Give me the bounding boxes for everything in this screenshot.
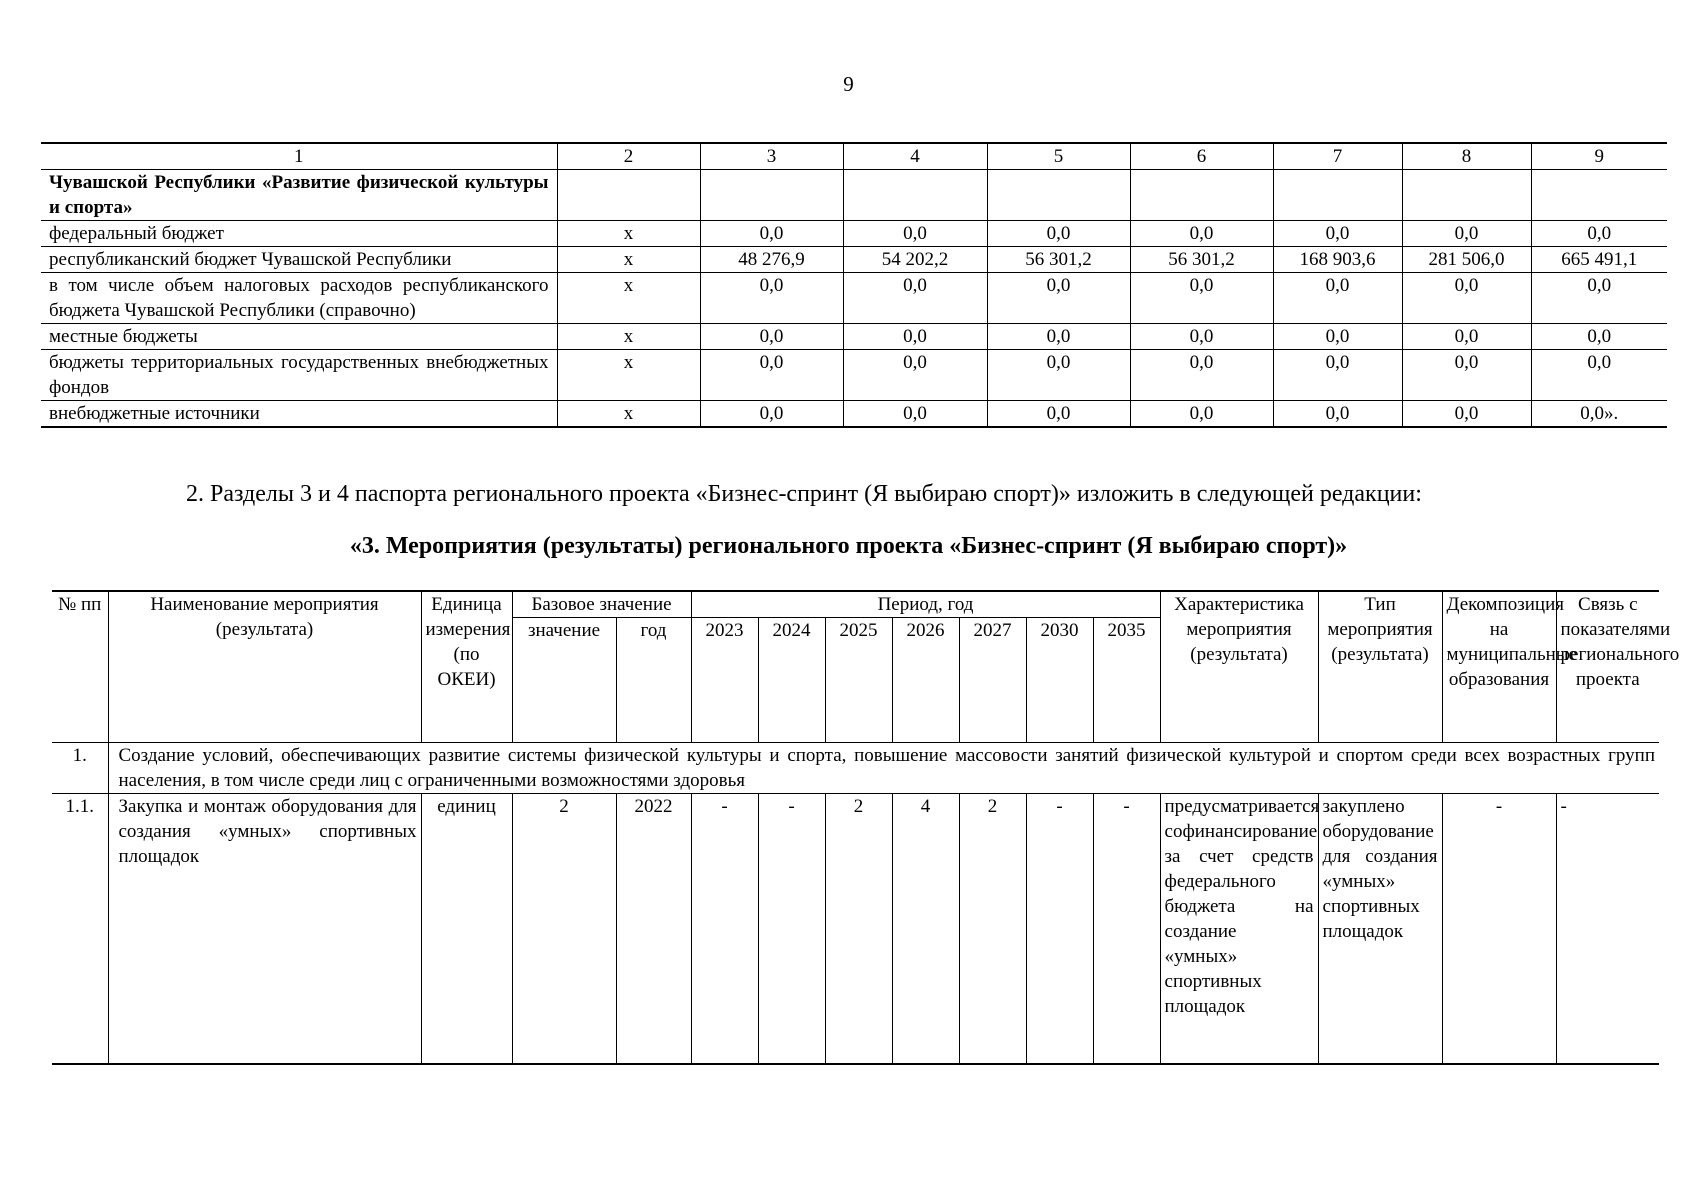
cell bbox=[843, 170, 987, 221]
cell: 0,0 bbox=[700, 350, 843, 401]
cell bbox=[987, 170, 1130, 221]
table-row bbox=[41, 324, 1667, 350]
header-row bbox=[52, 591, 1659, 618]
header-year: 2023 bbox=[691, 618, 758, 743]
events-table bbox=[52, 590, 1680, 1065]
header-link: Связь с показателями регионального проекта bbox=[1556, 591, 1659, 743]
budget-table bbox=[41, 142, 1667, 428]
row-year-value: - bbox=[691, 794, 758, 1064]
table-row bbox=[41, 273, 1667, 324]
header-year: 2025 bbox=[825, 618, 892, 743]
cell: 0,0 bbox=[1402, 273, 1531, 324]
row-label: федеральный бюджет bbox=[41, 221, 557, 247]
column-number: 3 bbox=[700, 143, 843, 170]
header-year: 2035 bbox=[1093, 618, 1160, 743]
row-link: - bbox=[1556, 794, 1659, 1064]
page-number: 9 bbox=[843, 72, 854, 96]
column-number: 5 bbox=[987, 143, 1130, 170]
table-row bbox=[41, 350, 1667, 401]
header-base-value: значение bbox=[512, 618, 616, 743]
table-row bbox=[41, 247, 1667, 273]
cell: 0,0 bbox=[1273, 221, 1402, 247]
cell: 0,0 bbox=[700, 273, 843, 324]
cell: 0,0 bbox=[1130, 324, 1273, 350]
table-row bbox=[41, 221, 1667, 247]
header-base: Базовое значение bbox=[512, 591, 691, 618]
header-name: Наименование мероприятия (результата) bbox=[108, 591, 421, 743]
cell bbox=[1531, 170, 1667, 221]
cell: 0,0». bbox=[1531, 401, 1667, 428]
column-number: 9 bbox=[1531, 143, 1667, 170]
column-number: 7 bbox=[1273, 143, 1402, 170]
cell: 168 903,6 bbox=[1273, 247, 1402, 273]
cell: 0,0 bbox=[843, 324, 987, 350]
row-year-value: 4 bbox=[892, 794, 959, 1064]
row-label: республиканский бюджет Чувашской Республики bbox=[41, 247, 557, 273]
header-decomposition: Декомпозиция на муниципальные образования bbox=[1442, 591, 1556, 743]
row-decomposition: - bbox=[1442, 794, 1556, 1064]
row-type: закуплено оборудование для создания «умных» спортивных площадок bbox=[1318, 794, 1442, 1064]
cell: 48 276,9 bbox=[700, 247, 843, 273]
column-number: 8 bbox=[1402, 143, 1531, 170]
task-num: 1. bbox=[52, 743, 108, 794]
row-year-value: 2 bbox=[959, 794, 1026, 1064]
cell: 0,0 bbox=[1130, 221, 1273, 247]
header-type: Тип мероприятия (результата) bbox=[1318, 591, 1442, 743]
table-row bbox=[52, 794, 1659, 1064]
cell: 0,0 bbox=[700, 221, 843, 247]
cell: 0,0 bbox=[1273, 401, 1402, 428]
table-row bbox=[41, 170, 1667, 221]
section-heading: «3. Мероприятия (результаты) регионального проекта «Бизнес-спринт (Я выбираю спорт)» bbox=[349, 533, 1348, 559]
cell: 0,0 bbox=[1130, 350, 1273, 401]
row-label: бюджеты территориальных государственных внебюджетных фондов bbox=[41, 350, 557, 401]
cell: 56 301,2 bbox=[1130, 247, 1273, 273]
cell: 0,0 bbox=[843, 221, 987, 247]
row-year-value: - bbox=[1093, 794, 1160, 1064]
cell bbox=[700, 170, 843, 221]
header-year: 2026 bbox=[892, 618, 959, 743]
column-number: 2 bbox=[557, 143, 700, 170]
cell: 0,0 bbox=[1273, 324, 1402, 350]
header-base-year: год bbox=[616, 618, 691, 743]
cell: 0,0 bbox=[1402, 350, 1531, 401]
cell: 0,0 bbox=[843, 401, 987, 428]
amendment-paragraph: 2. Разделы 3 и 4 паспорта регионального проекта «Бизнес-спринт (Я выбираю спорт)» изложить в следующей редакции: bbox=[186, 481, 1422, 507]
task-row bbox=[52, 743, 1659, 794]
row-unit: единиц bbox=[421, 794, 512, 1064]
cell bbox=[1402, 170, 1531, 221]
header-year: 2027 bbox=[959, 618, 1026, 743]
column-number: 6 bbox=[1130, 143, 1273, 170]
cell: 0,0 bbox=[1402, 401, 1531, 428]
cell: 0,0 bbox=[987, 350, 1130, 401]
header-characteristic: Характеристика мероприятия (результата) bbox=[1160, 591, 1318, 743]
table-row bbox=[41, 401, 1667, 428]
cell: 0,0 bbox=[843, 273, 987, 324]
cell: х bbox=[557, 221, 700, 247]
cell: 0,0 bbox=[1531, 350, 1667, 401]
column-number-row bbox=[41, 143, 1667, 170]
cell: 0,0 bbox=[1402, 221, 1531, 247]
cell: 0,0 bbox=[987, 401, 1130, 428]
cell: х bbox=[557, 401, 700, 428]
row-characteristic: предусматривается софинансирование за счет средств федерального бюджета на создание «умных» спортивных площадок bbox=[1160, 794, 1318, 1064]
row-year-value: - bbox=[1026, 794, 1093, 1064]
header-unit: Единица измерения (по ОКЕИ) bbox=[421, 591, 512, 743]
cell: 0,0 bbox=[1531, 273, 1667, 324]
header-num: № пп bbox=[52, 591, 108, 743]
cell: х bbox=[557, 273, 700, 324]
column-number: 1 bbox=[41, 143, 557, 170]
cell: 54 202,2 bbox=[843, 247, 987, 273]
cell: 0,0 bbox=[1130, 273, 1273, 324]
cell: 0,0 bbox=[987, 324, 1130, 350]
cell: 0,0 bbox=[1531, 221, 1667, 247]
cell: х bbox=[557, 324, 700, 350]
cell: 56 301,2 bbox=[987, 247, 1130, 273]
column-number: 4 bbox=[843, 143, 987, 170]
row-year-value: - bbox=[758, 794, 825, 1064]
cell: 0,0 bbox=[1130, 401, 1273, 428]
cell: х bbox=[557, 247, 700, 273]
row-label: Чувашской Республики «Развитие физической культуры и спорта» bbox=[41, 170, 557, 221]
cell: 0,0 bbox=[987, 273, 1130, 324]
row-base-year: 2022 bbox=[616, 794, 691, 1064]
cell: 665 491,1 bbox=[1531, 247, 1667, 273]
cell bbox=[1273, 170, 1402, 221]
cell: 0,0 bbox=[1273, 350, 1402, 401]
row-year-value: 2 bbox=[825, 794, 892, 1064]
cell: 0,0 bbox=[1402, 324, 1531, 350]
cell: 0,0 bbox=[1273, 273, 1402, 324]
cell: 0,0 bbox=[843, 350, 987, 401]
row-num: 1.1. bbox=[52, 794, 108, 1064]
cell bbox=[1130, 170, 1273, 221]
cell: 0,0 bbox=[700, 324, 843, 350]
header-year: 2024 bbox=[758, 618, 825, 743]
row-label: внебюджетные источники bbox=[41, 401, 557, 428]
cell: х bbox=[557, 350, 700, 401]
cell: 0,0 bbox=[700, 401, 843, 428]
cell: 0,0 bbox=[987, 221, 1130, 247]
cell: 0,0 bbox=[1531, 324, 1667, 350]
task-text: Создание условий, обеспечивающих развитие системы физической культуры и спорта, повышение массовости занятий физической культурой и спортом среди всех возрастных групп населения, в том числе среди лиц с ограниченными возможностями здоровья bbox=[108, 743, 1659, 794]
row-base-value: 2 bbox=[512, 794, 616, 1064]
cell: 281 506,0 bbox=[1402, 247, 1531, 273]
cell bbox=[557, 170, 700, 221]
row-label: в том числе объем налоговых расходов республиканского бюджета Чувашской Республики (справочно) bbox=[41, 273, 557, 324]
header-period: Период, год bbox=[691, 591, 1160, 618]
row-label: местные бюджеты bbox=[41, 324, 557, 350]
row-name: Закупка и монтаж оборудования для создания «умных» спортивных площадок bbox=[108, 794, 421, 1064]
header-year: 2030 bbox=[1026, 618, 1093, 743]
